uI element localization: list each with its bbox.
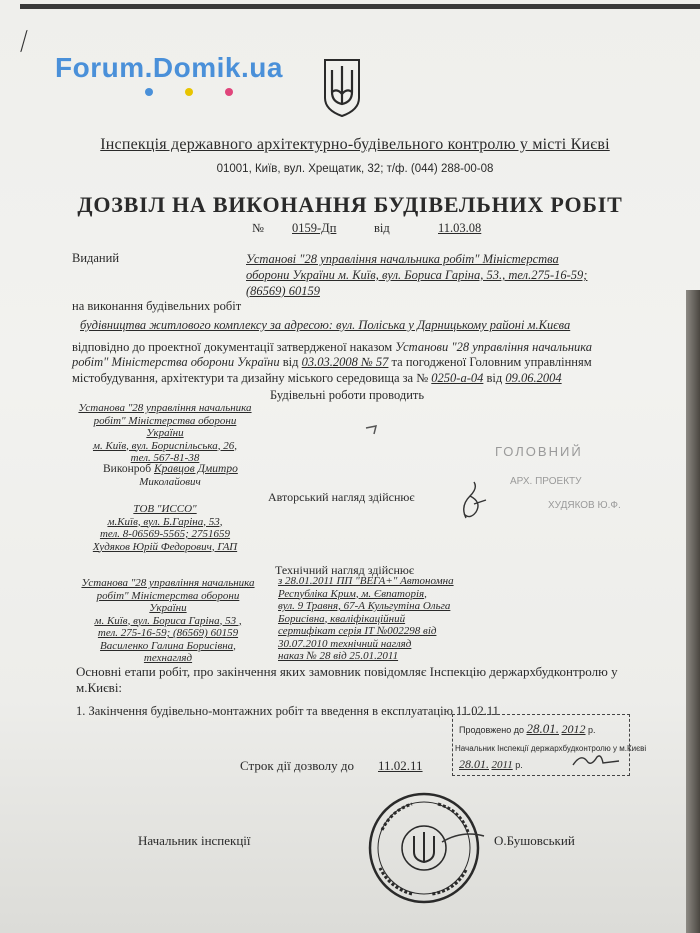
tech-supervision-label: Технічний нагляд здійснює: [275, 563, 415, 577]
basis-line1: [72, 340, 632, 355]
issued-value-line1: Установі "28 управління начальника робіт" Міністерства: [246, 252, 559, 266]
author-org-block: [70, 503, 260, 553]
extension-stamp: [452, 714, 647, 776]
stage-item-1-text: 1. Закінчення будівельно-монтажних робіт та введення в експлуатацію: [76, 704, 453, 718]
issued-value-line2: оборони України м. Київ, вул. Бориса Гаріна, 53., тел.275-16-59;: [246, 268, 588, 282]
validity-date: 11.02.11: [378, 758, 423, 773]
permit-date-label: від: [374, 221, 390, 235]
page-top-edge: [20, 4, 700, 9]
basis-line2-approved: та погодженої Головним управлінням: [391, 355, 592, 369]
stage-item-1-date: 11.02.11: [456, 704, 499, 718]
pen-mark-icon: ⁄: [16, 26, 32, 57]
prolonged-date: 28.01.: [526, 721, 559, 736]
faded-stamp-line: ХУДЯКОВ Ю.Ф.: [548, 500, 621, 511]
dot-blue-icon: [145, 88, 153, 96]
contractor-line: м. Київ, вул. Бориспільська, 26,: [92, 439, 238, 452]
supervisor-line: вул. 9 Травня, 67-А Кульгутіна Ольга: [278, 600, 451, 612]
supervisor-line: з 28.01.2011 ПП "ВЕГА+" Автономна: [278, 575, 454, 587]
stages-intro-line1: Основні етапи робіт, про закінчення яких замовник повідомляє Інспекцію держархбудконтролю у: [76, 664, 618, 679]
performer-label: Виконроб: [103, 463, 152, 475]
contractor-block: [70, 402, 260, 465]
customer-line: Установа "28 управління начальника: [81, 577, 255, 589]
page-right-shadow: [686, 290, 700, 933]
author-org-line: ТОВ "ИССО": [133, 503, 197, 515]
basis-line1-text: відповідно до проектної документації затвердженої наказом: [72, 340, 393, 354]
dot-pink-icon: [225, 88, 233, 96]
performer-name: Кравцов Дмитро: [153, 463, 238, 475]
permit-number-label: №: [252, 221, 264, 235]
dot-yellow-icon: [185, 88, 193, 96]
customer-line: тел. 275-16-59; (86569) 60159: [97, 627, 239, 639]
supervisor-line: 30.07.2010 технічний нагляд: [278, 637, 412, 650]
issued-value-line3: (86569) 60159: [246, 284, 320, 298]
contractor-line: робіт" Міністерства оборони: [93, 414, 237, 427]
basis-line3-text: містобудування, архітектури та дизайну міського середовища за №: [72, 371, 429, 385]
basis-approval-number: 0250-а-04: [431, 371, 484, 385]
author-org-line: тел. 8-06569-5565; 2751659: [99, 528, 231, 540]
basis-line3-from: від: [486, 371, 503, 385]
extension-row: [459, 721, 596, 737]
sign-row: [459, 757, 523, 772]
works-by-heading: Будівельні роботи проводить: [270, 388, 425, 402]
head-name: О.Бушовський: [494, 833, 575, 848]
faded-stamp-line: ГОЛОВНИЙ: [495, 444, 583, 459]
basis-order-number: 03.03.2008 № 57: [301, 355, 389, 369]
customer-line: м. Київ, вул. Бориса Гаріна, 53 ,: [94, 614, 242, 627]
stamp-signature-icon: [571, 751, 621, 771]
customer-line: Василенко Галина Борисівна,: [100, 639, 236, 652]
contractor-line: тел. 567-81-38: [130, 452, 200, 464]
permit-date: 11.03.08: [438, 221, 482, 235]
supervisor-line: Республіка Крим, м. Євпаторія,: [278, 587, 427, 600]
basis-line2-org: робіт" Міністерства оборони України: [72, 355, 280, 369]
head-label: Начальник Інспекції держархбудконтролю у м.Києві: [455, 744, 647, 753]
faded-stamp-line: АРХ. ПРОЕКТУ: [510, 476, 582, 487]
head-position: Начальник інспекції: [138, 833, 251, 848]
permit-title: ДОЗВІЛ НА ВИКОНАННЯ БУДІВЕЛЬНИХ РОБІТ: [77, 192, 623, 217]
works-value: будівництва житлового комплексу за адресою: вул. Поліська у Дарницькому районі м.Києва: [80, 318, 571, 332]
sign-date: 28.01.: [459, 757, 489, 771]
performer-row: [103, 462, 238, 477]
basis-line2: [72, 355, 632, 370]
works-label: на виконання будівельних робіт: [72, 299, 242, 313]
watermark-dots: [145, 88, 233, 96]
issued-label: Виданий: [72, 251, 120, 265]
basis-line1-order: Установи "28 управління начальника: [395, 340, 593, 354]
customer-line: робіт" Міністерства оборони: [96, 589, 240, 602]
supervisor-line: сертифікат серія ІТ №002298 від: [278, 625, 437, 637]
supervisor-block: [278, 575, 478, 663]
customer-line: України: [149, 602, 187, 614]
supervisor-line: Борисівна, кваліфікаційний: [278, 612, 406, 625]
prolonged-label: Продовжено до: [459, 725, 524, 735]
validity-label: Строк дії дозволу до: [240, 758, 354, 773]
author-supervision-label: Авторський нагляд здійснює: [268, 490, 415, 504]
permit-number: 0159-Дп: [292, 221, 337, 235]
stage-item-1: [76, 704, 499, 719]
tryzub-coat-of-arms-icon: [322, 58, 362, 118]
contractor-line: України: [146, 427, 184, 439]
prolonged-year: 2012: [561, 722, 586, 736]
customer-line: технагляд: [143, 652, 193, 664]
author-org-line: м.Київ, вул. Б.Гаріна, 53,: [107, 515, 223, 528]
supervisor-line: наказ № 28 від 25.01.2011: [278, 650, 399, 662]
handwritten-mark-icon: [362, 418, 392, 438]
institution-title: Інспекція державного архітектурно-будівельного контролю у місті Києві: [100, 136, 610, 153]
basis-line3: [72, 371, 632, 386]
sign-suffix: р.: [515, 760, 523, 770]
watermark-logo: Forum.Domik.ua: [55, 52, 283, 83]
performer-name-2: Миколайович: [139, 476, 201, 488]
handwritten-signature-icon: [456, 478, 490, 522]
contractor-line: Установа "28 управління начальника: [78, 402, 252, 414]
stages-intro-line2: м.Києві:: [76, 680, 123, 695]
basis-line2-from: від: [282, 355, 299, 369]
institution-address: 01001, Київ, вул. Хрещатик, 32; т/ф. (044) 288-00-08: [216, 163, 494, 175]
official-round-seal-icon: [362, 790, 490, 910]
sign-year: 2011: [491, 759, 513, 771]
basis-approval-date: 09.06.2004: [505, 371, 562, 385]
prolonged-suffix: р.: [588, 725, 596, 735]
author-org-line: Худяков Юрій Федорович, ГАП: [92, 540, 238, 553]
customer-block: [72, 577, 264, 665]
